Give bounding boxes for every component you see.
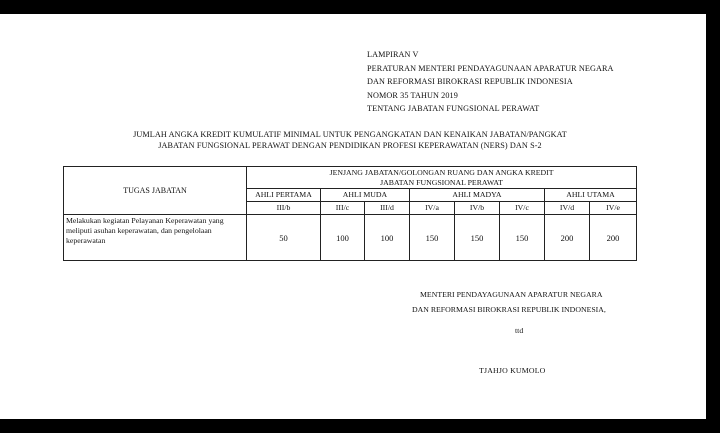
top-black-border [0, 0, 720, 14]
right-black-border [706, 0, 720, 433]
title-line-2: JABATAN FUNGSIONAL PERAWAT DENGAN PENDIDIKAN PROFESI KEPERAWATAN (NERS) DAN S-2 [158, 140, 542, 150]
credit-value: 150 [455, 215, 500, 261]
group-header-line-1: JENJANG JABATAN/GOLONGAN RUANG DAN ANGKA KREDIT [329, 167, 554, 177]
document-title [60, 130, 640, 151]
credit-value: 100 [321, 215, 365, 261]
level-group-header [247, 167, 637, 189]
level-header: AHLI MUDA [321, 189, 410, 202]
grade-header: IV/e [590, 202, 637, 215]
duty-description: Melakukan kegiatan Pelayanan Keperawatan yang meliputi asuhan keperawatan, dan pengelolaan keperawatan [64, 215, 247, 261]
signature-title-line-2: DAN REFORMASI BIROKRASI REPUBLIK INDONESIA, [412, 305, 606, 314]
header-line-attachment: LAMPIRAN V [367, 50, 419, 59]
grade-header: IV/d [545, 202, 590, 215]
header-line-regulation: PERATURAN MENTERI PENDAYAGUNAAN APARATUR NEGARA [367, 63, 614, 73]
grade-header: IV/b [455, 202, 500, 215]
credit-value: 150 [500, 215, 545, 261]
attachment-header [367, 48, 614, 116]
grade-header: III/b [247, 202, 321, 215]
credit-table [63, 166, 637, 261]
credit-value: 150 [410, 215, 455, 261]
grade-header: IV/c [500, 202, 545, 215]
header-line-subject: TENTANG JABATAN FUNGSIONAL PERAWAT [367, 104, 540, 113]
credit-value: 50 [247, 215, 321, 261]
bottom-black-border [0, 419, 720, 433]
grade-header: III/c [321, 202, 365, 215]
level-header: AHLI MADYA [410, 189, 545, 202]
grade-header: IV/a [410, 202, 455, 215]
signatory-name: TJAHJO KUMOLO [479, 366, 546, 375]
title-line-1: JUMLAH ANGKA KREDIT KUMULATIF MINIMAL UNTUK PENGANGKATAN DAN KENAIKAN JABATAN/PANGKAT [133, 130, 567, 139]
header-line-ministry: DAN REFORMASI BIROKRASI REPUBLIK INDONESIA [367, 77, 573, 86]
signature-ttd: ttd [515, 326, 524, 335]
credit-value: 200 [545, 215, 590, 261]
level-header: AHLI PERTAMA [247, 189, 321, 202]
group-header-line-2: JABATAN FUNGSIONAL PERAWAT [380, 177, 503, 187]
grade-header: III/d [365, 202, 410, 215]
duty-column-header: TUGAS JABATAN [64, 167, 247, 215]
credit-value: 200 [590, 215, 637, 261]
credit-value: 100 [365, 215, 410, 261]
level-header: AHLI UTAMA [545, 189, 637, 202]
signature-block [412, 287, 606, 317]
signature-title-line-1: MENTERI PENDAYAGUNAAN APARATUR NEGARA [420, 290, 603, 299]
header-line-number: NOMOR 35 TAHUN 2019 [367, 90, 458, 100]
